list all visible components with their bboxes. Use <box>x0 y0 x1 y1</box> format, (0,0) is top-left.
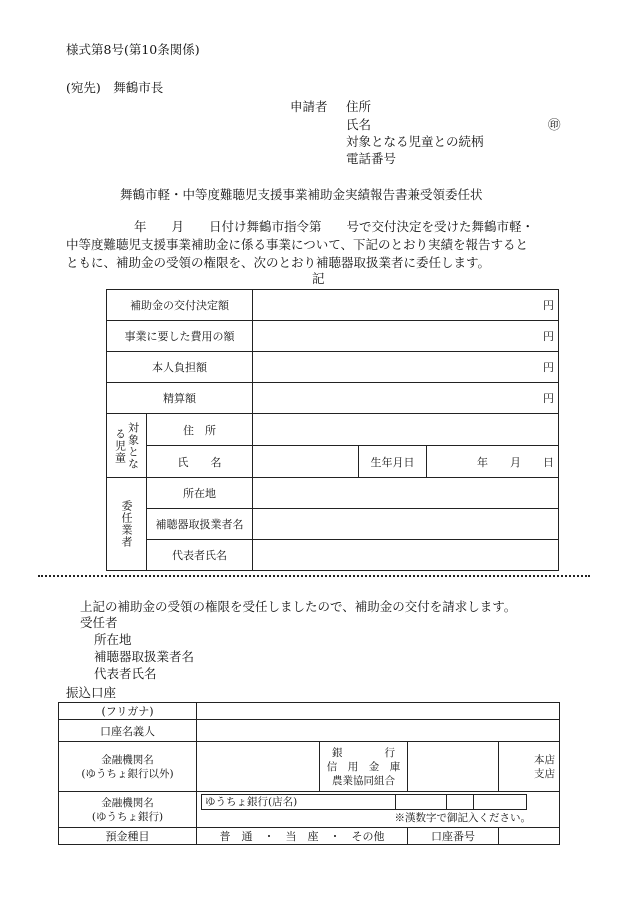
table-row <box>59 742 560 792</box>
bank-name-field[interactable] <box>197 742 320 792</box>
table-row <box>107 321 559 352</box>
cut-line-divider <box>38 575 590 577</box>
table-row <box>107 290 559 321</box>
yucho-branch-field[interactable]: ゆうちょ銀行(店名) <box>201 794 396 810</box>
delegate-label: 受任者 <box>80 615 118 630</box>
table-row <box>59 720 560 742</box>
document-title: 舞鶴市軽・中等度難聴児支援事業補助金実績報告書兼受領委任状 <box>120 187 483 202</box>
agent-group-label: 委任業者 <box>120 500 133 548</box>
account-holder-field[interactable] <box>197 720 560 742</box>
account-holder-label: 口座名義人 <box>59 720 197 742</box>
yucho-label-line2: (ゆうちょ銀行) <box>91 810 164 823</box>
settlement-field[interactable]: 円 <box>253 383 559 414</box>
table-row <box>107 478 559 509</box>
furigana-field[interactable] <box>197 703 560 720</box>
settlement-label: 精算額 <box>107 383 253 414</box>
yucho-cell <box>197 792 560 828</box>
cost-label: 事業に要した費用の額 <box>107 321 253 352</box>
report-table <box>106 289 559 571</box>
child-name-label: 氏 名 <box>147 446 253 478</box>
agent-location-label: 所在地 <box>147 478 253 509</box>
ki-mark: 記 <box>312 271 325 286</box>
deposit-type-options[interactable]: 普 通 ・ 当 座 ・ その他 <box>197 828 408 845</box>
table-row <box>107 414 559 446</box>
agent-location-field[interactable] <box>253 478 559 509</box>
body-line-3: ともに、補助金の受領の権限を、次のとおり補聴器取扱業者に委任します。 <box>66 255 491 270</box>
grant-amount-label: 補助金の交付決定額 <box>107 290 253 321</box>
kanji-note: ※漢数字で御記入ください。 <box>394 812 531 824</box>
child-address-label: 住 所 <box>147 414 253 446</box>
birth-field[interactable]: 年 月 日 <box>427 446 559 478</box>
table-row <box>59 703 560 720</box>
table-row <box>107 352 559 383</box>
addressee: (宛先) 舞鶴市長 <box>66 80 164 95</box>
child-group-cell <box>107 414 147 478</box>
deposit-type-label: 預金種目 <box>59 828 197 845</box>
bank-account-title: 振込口座 <box>66 685 117 700</box>
body-line-1: 年 月 日付け舞鶴市指令第 号で交付決定を受けた舞鶴市軽・ <box>134 219 535 234</box>
delegate-rep-label: 代表者氏名 <box>94 666 157 681</box>
form-number: 様式第8号(第10条関係) <box>66 42 200 57</box>
table-row <box>107 446 559 478</box>
applicant-label: 申請者 <box>290 99 328 114</box>
body-line-2: 中等度難聴児支援事業補助金に係る事業について、下記のとおり実績を報告すると <box>66 237 529 252</box>
seal-mark: ㊞ <box>548 117 561 132</box>
birth-label: 生年月日 <box>359 446 427 478</box>
yucho-digit-box[interactable] <box>447 794 474 810</box>
table-row <box>107 509 559 540</box>
furigana-label: (フリガナ) <box>59 703 197 720</box>
account-number-field[interactable] <box>499 828 560 845</box>
child-address-field[interactable] <box>253 414 559 446</box>
yucho-digit-box[interactable] <box>474 794 527 810</box>
bank-name-label-line2: (ゆうちょ銀行以外) <box>81 767 174 780</box>
yucho-branch-boxes <box>201 794 555 810</box>
table-row <box>107 383 559 414</box>
bank-type-bank: 銀 行 <box>332 746 395 759</box>
agent-group-cell <box>107 478 147 571</box>
bank-name-label-line1: 金融機関名 <box>101 753 154 766</box>
child-name-field[interactable] <box>253 446 359 478</box>
self-pay-field[interactable]: 円 <box>253 352 559 383</box>
self-pay-label: 本人負担額 <box>107 352 253 383</box>
grant-amount-field[interactable]: 円 <box>253 290 559 321</box>
bank-name-label <box>59 742 197 792</box>
bank-account-table <box>58 702 560 845</box>
account-number-label: 口座番号 <box>408 828 499 845</box>
bank-type-cell <box>320 742 408 792</box>
child-group-label: 対象となる児童 <box>113 421 140 470</box>
agent-company-field[interactable] <box>253 509 559 540</box>
branch-type-main: 本店 <box>534 753 555 766</box>
bank-type-shinkin: 信 用 金 庫 <box>326 760 401 773</box>
agent-rep-field[interactable] <box>253 540 559 571</box>
delegate-company-label: 補聴器取扱業者名 <box>94 649 195 664</box>
request-statement: 上記の補助金の受領の権限を受任しましたので、補助金の交付を請求します。 <box>80 599 517 614</box>
yucho-label-line1: 金融機関名 <box>101 796 154 809</box>
branch-name-field[interactable] <box>408 742 499 792</box>
table-row <box>59 792 560 828</box>
delegate-location-label: 所在地 <box>94 632 132 647</box>
table-row <box>59 828 560 845</box>
bank-type-ja: 農業協同組合 <box>332 774 395 787</box>
branch-type-branch: 支店 <box>534 767 555 780</box>
table-row <box>107 540 559 571</box>
branch-type-cell <box>499 742 560 792</box>
yucho-digit-box[interactable] <box>396 794 447 810</box>
yucho-label <box>59 792 197 828</box>
agent-rep-label: 代表者氏名 <box>147 540 253 571</box>
applicant-name-label: 氏名 <box>346 117 372 132</box>
applicant-address-label: 住所 <box>346 99 372 114</box>
applicant-relation-label: 対象となる児童との続柄 <box>346 134 484 149</box>
agent-company-label: 補聴器取扱業者名 <box>147 509 253 540</box>
applicant-phone-label: 電話番号 <box>346 151 397 166</box>
cost-field[interactable]: 円 <box>253 321 559 352</box>
